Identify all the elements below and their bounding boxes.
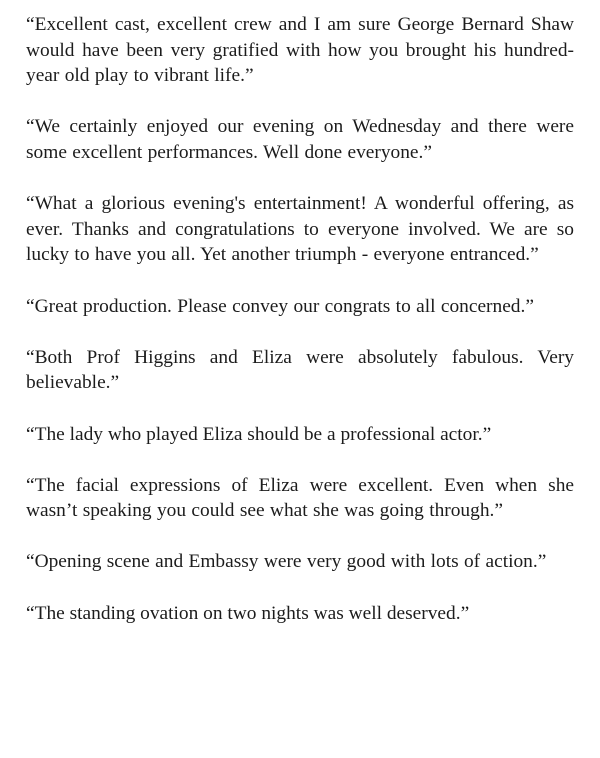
testimonials-document (26, 12, 574, 626)
testimonial-quote: “Excellent cast, excellent crew and I am sure George Bernard Shaw would have been very gratified with how you brought his hundred-year old play to vibrant life.” (26, 14, 574, 87)
testimonial-quote: “We certainly enjoyed our evening on Wednesday and there were some excellent performances. Well done everyone.” (26, 116, 574, 163)
testimonial-quote: “The lady who played Eliza should be a professional actor.” (26, 423, 492, 445)
testimonial-quote: “Both Prof Higgins and Eliza were absolutely fabulous. Very believable.” (26, 346, 574, 394)
testimonial-quote: “The facial expressions of Eliza were excellent. Even when she wasn’t speaking you could see what she was going through.” (26, 474, 574, 522)
testimonial-quote: “The standing ovation on two nights was well deserved.” (26, 602, 470, 624)
testimonial-quote: “What a glorious evening's entertainment! A wonderful offering, as ever. Thanks and congratulations to everyone involved. We are so lucky to have you all. Yet another triumph - everyone entranced.” (26, 193, 574, 266)
testimonial-quote: “Great production. Please convey our congrats to all concerned.” (26, 295, 534, 317)
testimonial-quote: “Opening scene and Embassy were very good with lots of action.” (26, 551, 547, 573)
